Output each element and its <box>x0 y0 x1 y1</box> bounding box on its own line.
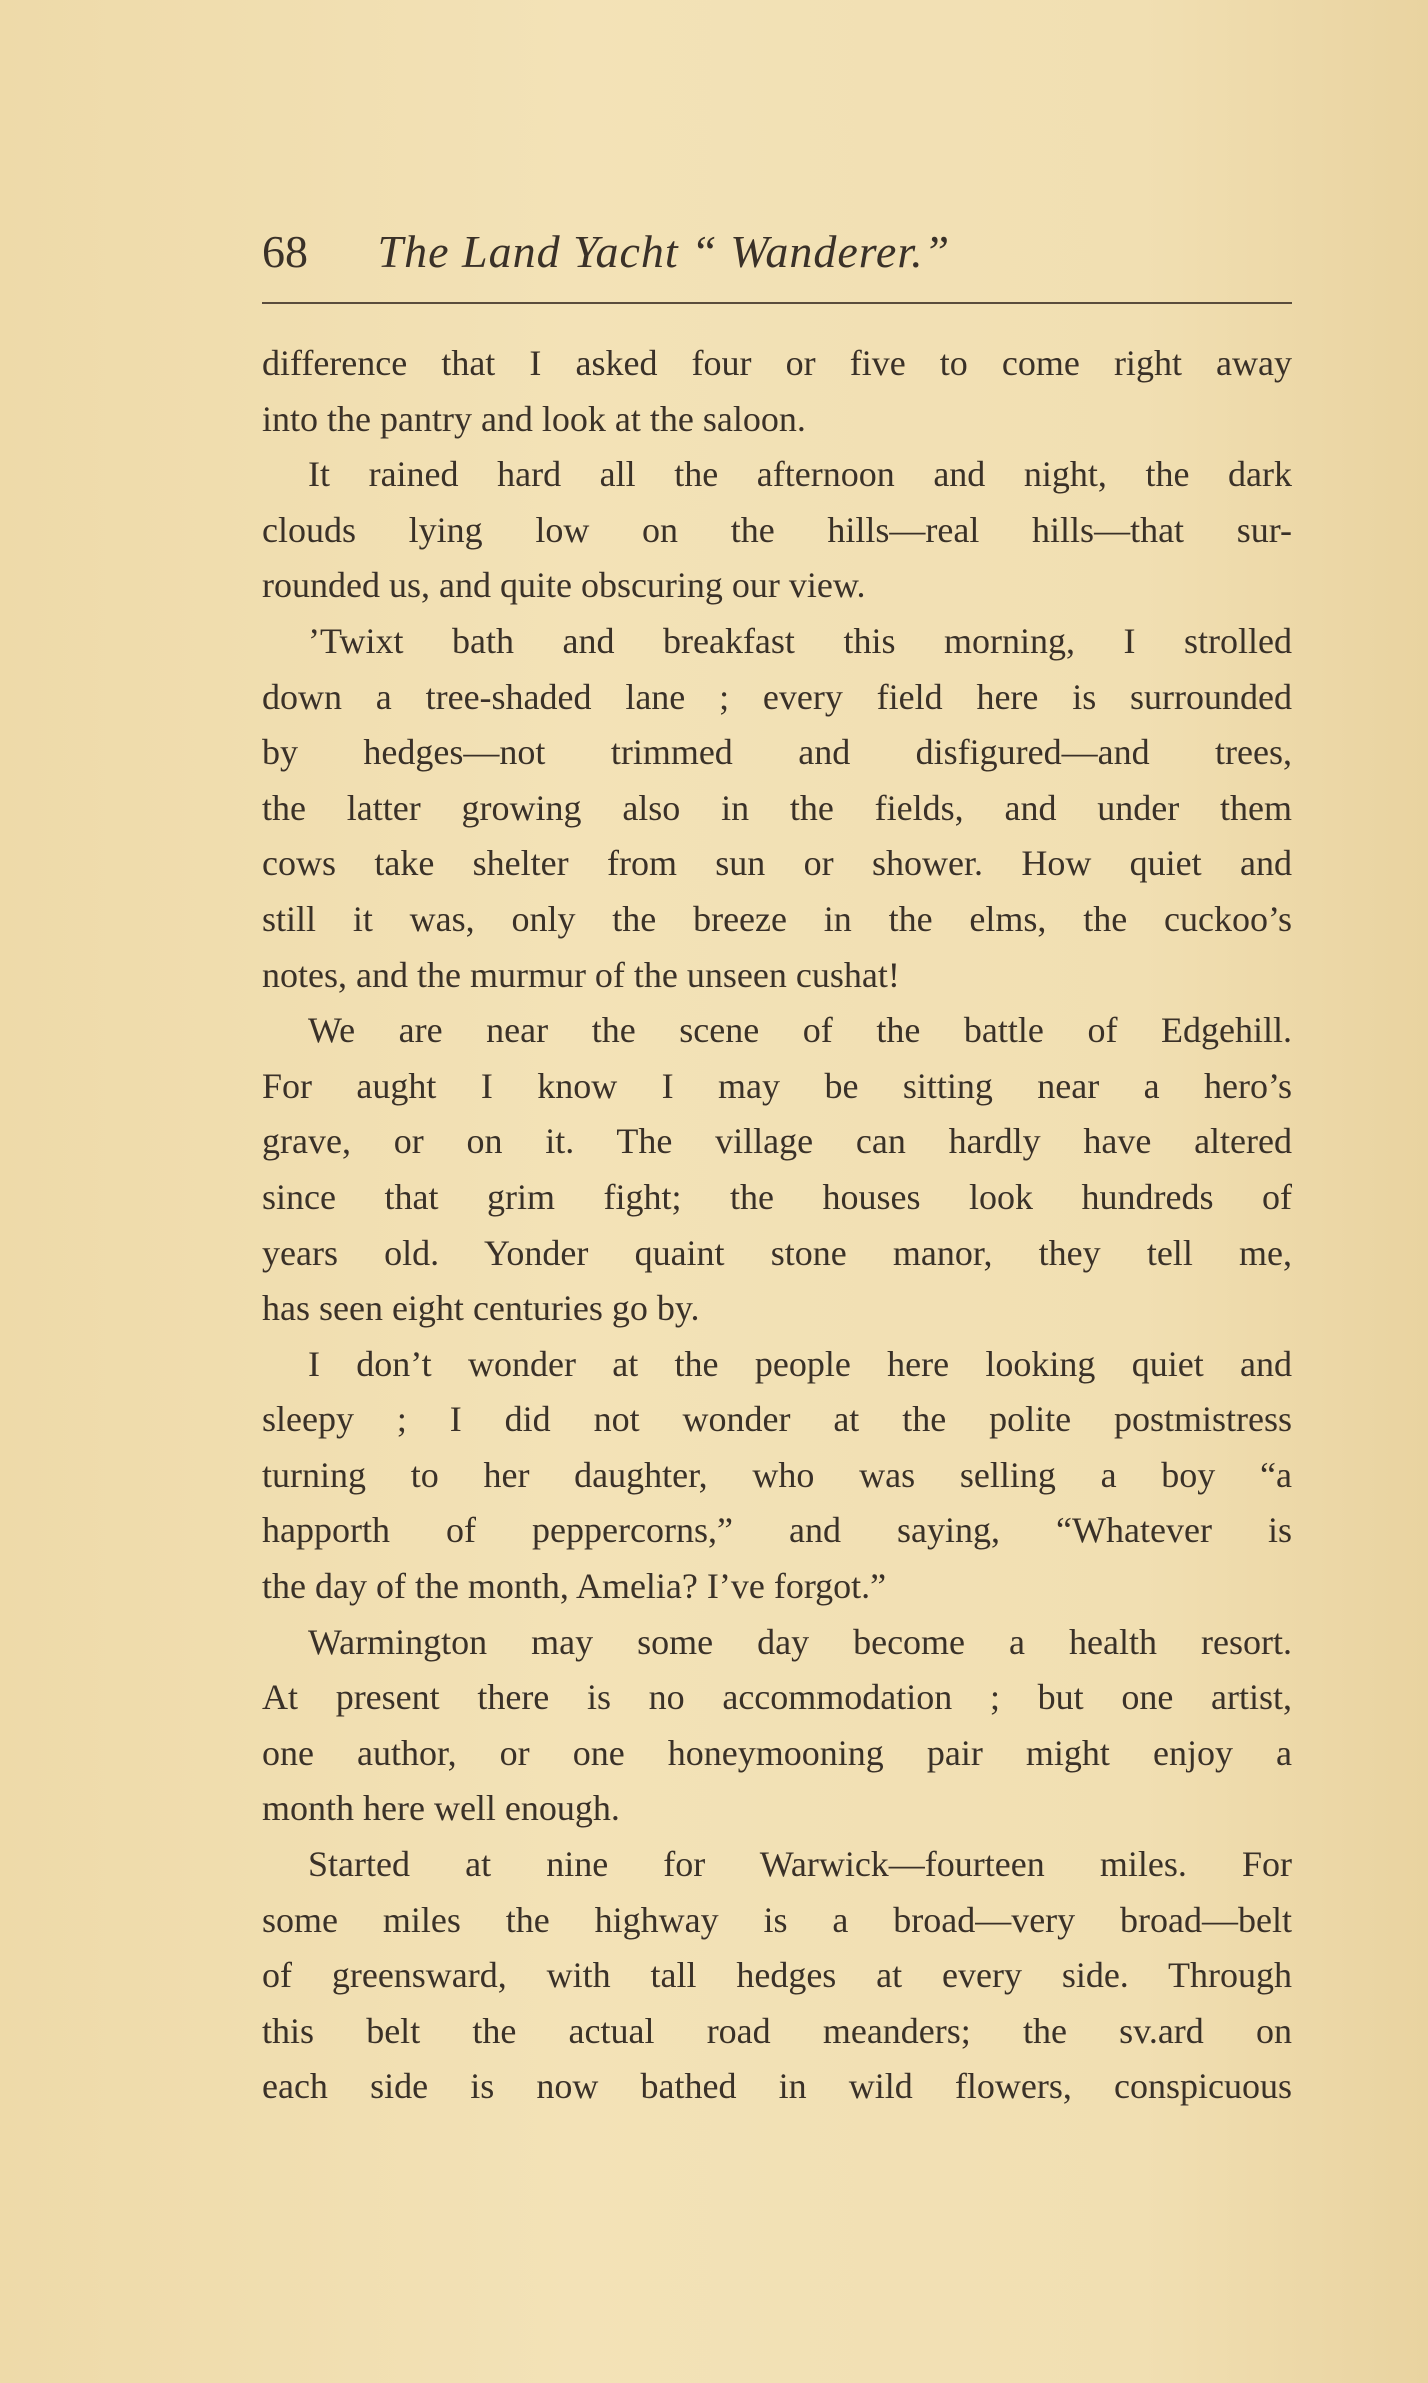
text-line: still it was, only the breeze in the elms, the cuckoo’s <box>262 898 1292 939</box>
text-line: clouds lying low on the hills—real hills—that sur- <box>262 509 1292 550</box>
text-line: notes, and the murmur of the unseen cushat! <box>262 954 900 995</box>
text-line: the day of the month, Amelia? I’ve forgot.” <box>262 1566 887 1607</box>
text-line: month here well enough. <box>262 1788 620 1829</box>
text-line: of greensward, with tall hedges at every side. Through <box>262 1955 1292 1996</box>
text-line: down a tree-shaded lane ; every field here is surrounded <box>262 676 1292 717</box>
paragraph-start-line: It rained hard all the afternoon and night, the dark <box>308 454 1292 495</box>
text-line: difference that I asked four or five to come right away <box>262 343 1292 383</box>
text-line: the latter growing also in the fields, and under them <box>262 787 1292 828</box>
text-line: happorth of peppercorns,” and saying, “Whatever is <box>262 1510 1292 1551</box>
text-line: sleepy ; I did not wonder at the polite postmistress <box>262 1399 1292 1440</box>
text-line: cows take shelter from sun or shower. How quiet and <box>262 843 1292 884</box>
text-line: since that grim fight; the houses look hundreds of <box>262 1176 1292 1217</box>
text-line: For aught I know I may be sitting near a hero’s <box>262 1065 1292 1106</box>
text-line: one author, or one honeymooning pair might enjoy a <box>262 1732 1292 1773</box>
text-line: years old. Yonder quaint stone manor, they tell me, <box>262 1232 1292 1273</box>
text-line: each side is now bathed in wild flowers, conspicuous <box>262 2066 1292 2107</box>
header-rule <box>262 302 1292 304</box>
paragraph-start-line: Warmington may some day become a health resort. <box>308 1621 1292 1662</box>
text-line: grave, or on it. The village can hardly have altered <box>262 1121 1292 1162</box>
paragraph-start-line: We are near the scene of the battle of Edgehill. <box>308 1010 1292 1051</box>
text-line: rounded us, and quite obscuring our view. <box>262 565 866 606</box>
text-line: by hedges—not trimmed and disfigured—and trees, <box>262 732 1292 773</box>
paragraph-start-line: Started at nine for Warwick—fourteen miles. For <box>308 1844 1292 1885</box>
text-line: this belt the actual road meanders; the sv.ard on <box>262 2010 1292 2051</box>
text-line: some miles the highway is a broad—very broad—belt <box>262 1899 1292 1940</box>
page-number: 68 <box>262 226 308 277</box>
paragraph-start-line: I don’t wonder at the people here looking quiet and <box>308 1343 1292 1384</box>
paragraph-start-line: ’Twixt bath and breakfast this morning, I strolled <box>308 620 1292 661</box>
body-text <box>262 336 1292 2115</box>
text-line: has seen eight centuries go by. <box>262 1288 700 1329</box>
running-title: The Land Yacht “ Wanderer.” <box>377 226 951 277</box>
running-head <box>262 222 1292 282</box>
text-line: turning to her daughter, who was selling a boy “a <box>262 1454 1292 1495</box>
text-line: At present there is no accommodation ; but one artist, <box>262 1677 1292 1718</box>
text-line: into the pantry and look at the saloon. <box>262 398 806 439</box>
